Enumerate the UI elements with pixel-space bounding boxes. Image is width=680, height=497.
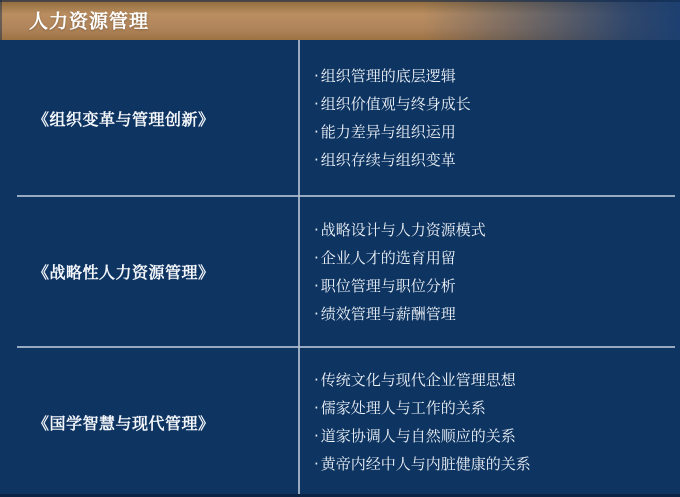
topic-text: 道家协调人与自然顺应的关系 — [320, 427, 516, 445]
topic-item — [314, 90, 680, 118]
topics-cell — [299, 347, 680, 497]
topic-text: 绩效管理与薪酬管理 — [320, 304, 456, 323]
topic-list — [314, 366, 680, 478]
topic-item — [314, 394, 680, 422]
bullet-dot: · — [314, 67, 319, 85]
bullet-dot: · — [314, 276, 319, 295]
topic-item — [314, 422, 680, 450]
topic-text: 企业人才的选育用留 — [320, 248, 456, 267]
bullet-dot: · — [314, 151, 319, 169]
bullet-dot: · — [314, 399, 319, 417]
course-name-cell — [0, 40, 299, 196]
topic-item — [314, 244, 680, 272]
row-divider — [17, 346, 675, 348]
column-divider — [298, 40, 300, 495]
topics-cell — [299, 196, 680, 347]
topic-text: 组织价值观与终身成长 — [320, 95, 471, 113]
table-row — [0, 196, 680, 347]
table-row — [0, 40, 680, 196]
page-title: 人力资源管理 — [29, 10, 150, 33]
course-name: 《国学智慧与现代管理》 — [33, 413, 215, 433]
topic-item — [314, 300, 680, 328]
bullet-dot: · — [314, 455, 319, 473]
topic-item — [314, 118, 680, 146]
bullet-dot: · — [314, 304, 319, 323]
course-name: 《战略性人力资源管理》 — [33, 263, 215, 282]
bullet-dot: · — [314, 123, 319, 141]
row-divider — [17, 195, 675, 197]
topics-cell — [299, 40, 680, 196]
topic-text: 儒家处理人与工作的关系 — [320, 399, 486, 417]
topic-item — [314, 62, 680, 90]
course-name-cell — [0, 196, 299, 347]
topic-text: 组织管理的底层逻辑 — [320, 67, 456, 85]
topic-text: 传统文化与现代企业管理思想 — [320, 371, 516, 389]
topic-item — [314, 272, 680, 300]
bullet-dot: · — [314, 220, 319, 239]
course-name-cell — [0, 347, 299, 497]
bullet-dot: · — [314, 427, 319, 445]
table-row — [0, 347, 680, 497]
topic-item — [314, 146, 680, 174]
bullet-dot: · — [314, 95, 319, 113]
course-table — [0, 40, 680, 497]
course-name: 《组织变革与管理创新》 — [33, 109, 215, 129]
topic-list — [314, 62, 680, 174]
topic-list — [314, 216, 680, 328]
bullet-dot: · — [314, 248, 319, 267]
topic-item — [314, 366, 680, 394]
header-bar — [0, 0, 680, 40]
topic-text: 战略设计与人力资源模式 — [320, 220, 486, 239]
topic-text: 能力差异与组织运用 — [320, 123, 456, 141]
topic-item — [314, 216, 680, 244]
topic-text: 黄帝内经中人与内脏健康的关系 — [320, 455, 531, 473]
topic-text: 职位管理与职位分析 — [320, 276, 456, 295]
bullet-dot: · — [314, 371, 319, 389]
topic-text: 组织存续与组织变革 — [320, 151, 456, 169]
topic-item — [314, 450, 680, 478]
